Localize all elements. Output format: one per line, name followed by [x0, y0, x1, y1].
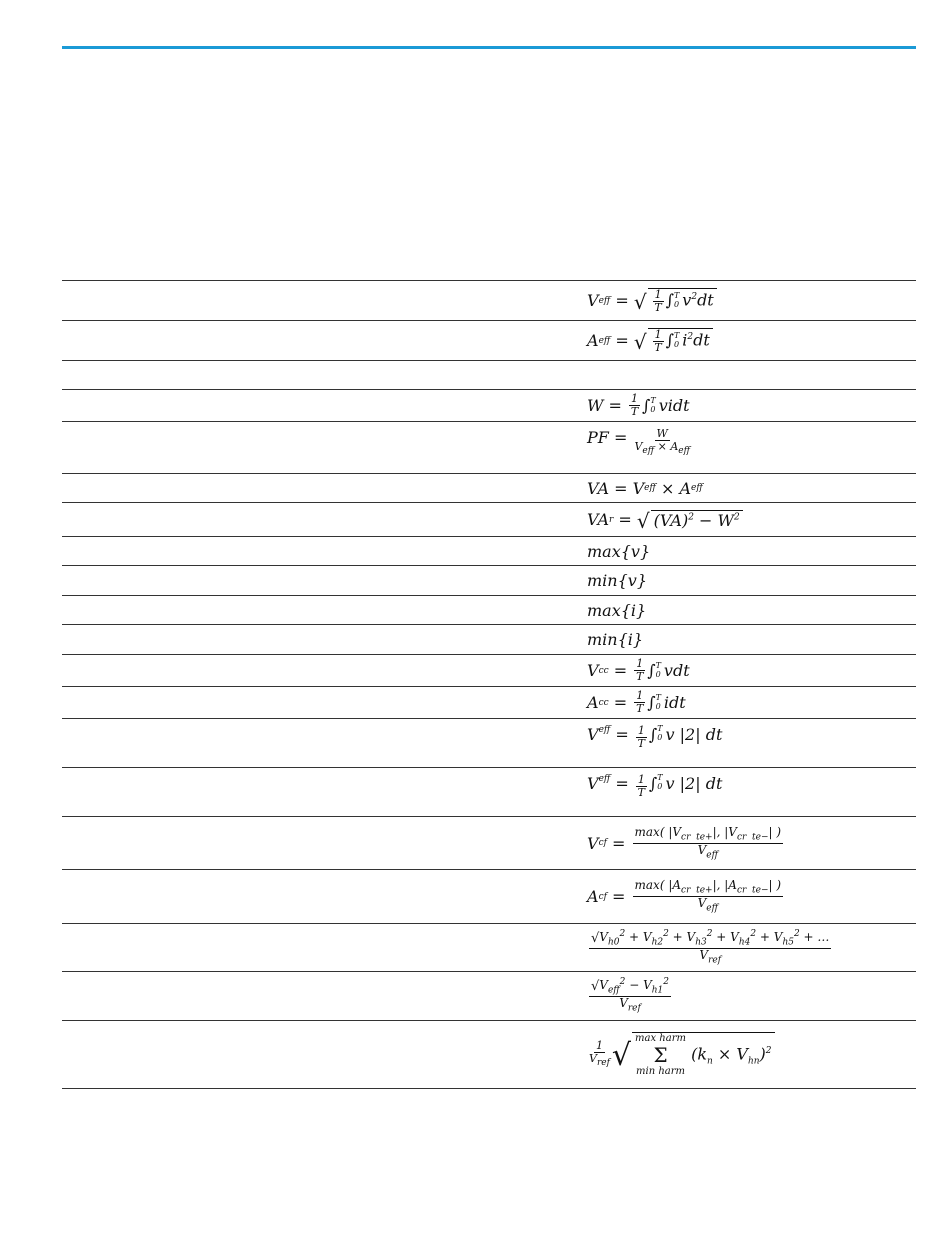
- formula-cell: $\frac{√V_{h0}^2 + V_{h2}^2 + V_{h3}^2 + V_{h4}^2 + V_{h5}^2 + \dots}{V_{ref}}$: [591, 929, 830, 966]
- measurement-name-cell: [68, 1021, 568, 1088]
- formula-cell: [587, 566, 916, 595]
- measurement-name-cell: [68, 422, 568, 473]
- table-row: [62, 687, 916, 719]
- table-row: [62, 870, 916, 924]
- formula-cell: V cf = $\frac{\max( |V_{cr te+}|, |V_{cr te-}| )}{V_{eff}}$: [587, 824, 782, 860]
- measurement-name-cell: [68, 687, 568, 718]
- formula-cell: VA r = √ $(VA)^2 - W^2$: [587, 503, 916, 536]
- table-row: [62, 537, 916, 566]
- measurement-name-cell: [68, 281, 568, 320]
- table-row: [62, 503, 916, 537]
- table-row: [62, 566, 916, 596]
- formula-cell: A eff = √ $\frac{1}{T}$ ∫ T 0 $i^2dt$: [587, 321, 916, 360]
- measurement-name-cell: [68, 719, 568, 767]
- measurement-name-cell: [68, 768, 568, 816]
- formula-cell: [587, 537, 916, 565]
- header-accent-bar: [62, 46, 916, 49]
- table-row: [62, 768, 916, 817]
- formula: max{v}: [587, 541, 651, 561]
- measurement-name-cell: [68, 537, 568, 565]
- formula-cell: $\frac{1}{V_{ref}}$ √ max harm Σ min harm $(k_n \times V_{hn})^2$: [587, 1021, 916, 1088]
- measurement-name-cell: [68, 924, 568, 971]
- formula-cell: [587, 361, 916, 389]
- table-row: [62, 625, 916, 655]
- measurement-name-cell: [68, 503, 568, 536]
- formula-cell: A cf = $\frac{\max( |A_{cr te+}|, |A_{cr te-}| )}{V_{eff}}$: [587, 878, 782, 914]
- table-row: [62, 719, 916, 768]
- formula-table: [62, 280, 916, 1089]
- table-row: [62, 321, 916, 361]
- measurement-name-cell: [68, 870, 568, 923]
- table-row: [62, 596, 916, 625]
- measurement-name-cell: [68, 596, 568, 624]
- formula-cell: V cc = $\frac{1}{T}$ ∫ T 0 vdt: [587, 657, 690, 683]
- measurement-name-cell: [68, 972, 568, 1020]
- formula-cell: V $^{eff}$ = $\frac{1}{T}$ ∫ T 0 v |2| dt: [587, 724, 723, 750]
- formula-cell: VA = V eff × A eff: [587, 478, 703, 498]
- formula: max{i}: [587, 600, 647, 620]
- formula: min{i}: [587, 630, 644, 649]
- formula-cell: W = $\frac{1}{T}$ ∫ T 0 vidt: [587, 392, 690, 418]
- table-row: [62, 474, 916, 503]
- formula-cell: V $^{eff}$ = $\frac{1}{T}$ ∫ T 0 v |2| dt: [587, 773, 723, 799]
- measurement-name-cell: [68, 817, 568, 869]
- measurement-name-cell: [68, 474, 568, 502]
- measurement-name-cell: [68, 390, 568, 421]
- measurement-name-cell: [68, 625, 568, 654]
- table-row: [62, 422, 916, 474]
- table-row: [62, 361, 916, 390]
- table-row: [62, 390, 916, 422]
- table-row: [62, 1021, 916, 1089]
- formula-cell: [587, 596, 916, 624]
- formula-cell: $\frac{√V_{eff}^2 - V_{h1}^2}{V_{ref}}$: [591, 977, 670, 1014]
- measurement-name-cell: [68, 361, 568, 389]
- measurement-name-cell: [68, 321, 568, 360]
- table-row: [62, 817, 916, 870]
- measurement-name-cell: [68, 566, 568, 595]
- formula-cell: V eff = √ $\frac{1}{T}$ ∫ T 0 $v^2dt$: [587, 281, 916, 320]
- table-row: [62, 281, 916, 321]
- formula-cell: A cc = $\frac{1}{T}$ ∫ T 0 idt: [587, 689, 686, 715]
- measurement-name-cell: [68, 655, 568, 686]
- formula-cell: PF = $\frac{W}{V_{eff} \times A_{eff}}$: [587, 427, 690, 456]
- table-row: [62, 972, 916, 1021]
- formula: min{v}: [587, 571, 647, 590]
- formula-cell: [587, 625, 916, 654]
- table-row: [62, 924, 916, 972]
- table-row: [62, 655, 916, 687]
